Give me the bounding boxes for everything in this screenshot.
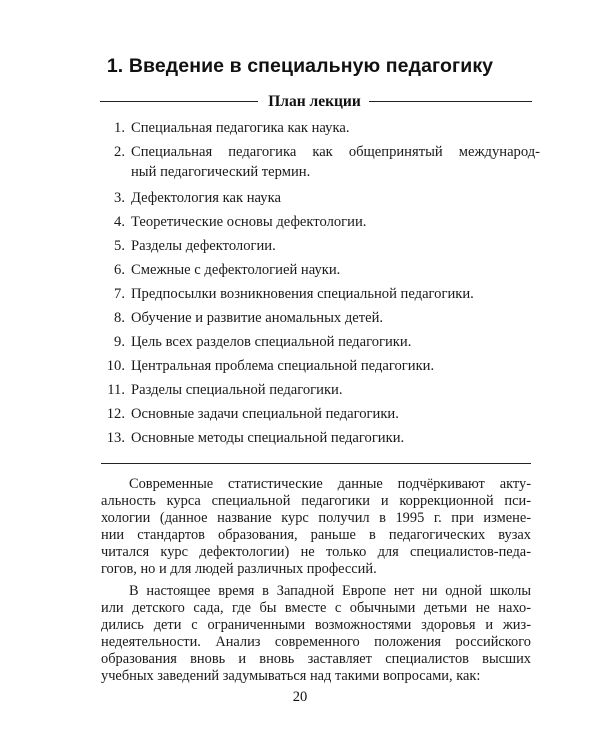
plan-item-number: 5. [114, 238, 125, 254]
header-rule-right [369, 101, 532, 102]
plan-item-line: Смежные с дефектологией науки. [131, 262, 341, 278]
body-line: читался курс дефектологии) не только для специалистов-педа- [101, 544, 531, 561]
plan-item-text [131, 212, 540, 232]
body-line: недеятельности. Анализ современного положения российского [101, 633, 531, 650]
plan-item-text [131, 428, 540, 448]
plan-item-text [131, 118, 540, 138]
plan-item [100, 428, 540, 448]
body-line: учебных заведений задумываться над такими вопросами, как: [101, 668, 481, 685]
plan-item-number: 7. [114, 286, 125, 302]
plan-item-number: 1. [114, 120, 125, 136]
plan-item [100, 380, 540, 400]
plan-item-text [131, 188, 540, 208]
plan-item-line: Разделы специальной педагогики. [131, 382, 343, 398]
plan-item-number: 9. [114, 334, 125, 350]
plan-header [100, 93, 532, 113]
plan-item [100, 260, 540, 280]
plan-item-line: Специальная педагогика как общепринятый международ- [131, 144, 540, 160]
plan-item [100, 356, 540, 376]
plan-item [100, 284, 540, 304]
plan-item-number: 8. [114, 310, 125, 326]
plan-item-line: Основные задачи специальной педагогики. [131, 406, 399, 422]
plan-item [100, 188, 540, 208]
plan-item [100, 212, 540, 232]
plan-item [100, 236, 540, 256]
lecture-plan-list [100, 118, 540, 452]
plan-item-line: Цель всех разделов специальной педагогики. [131, 334, 412, 350]
body-line: В настоящее время в Западной Европе нет ни одной школы [129, 582, 531, 599]
plan-item [100, 142, 540, 182]
body-text [101, 476, 531, 689]
plan-item-text [131, 356, 540, 376]
body-line: образования вновь и вновь заставляет специалистов высших [101, 650, 531, 667]
chapter-title: 1. Введение в специальную педагогику [106, 55, 494, 77]
header-rule-left [100, 101, 258, 102]
plan-item-text [131, 284, 540, 304]
plan-item [100, 308, 540, 328]
body-line: альность курса специальной педагогики и коррекционной пси- [101, 493, 531, 510]
plan-item [100, 404, 540, 424]
plan-item-line: Обучение и развитие аномальных детей. [131, 310, 384, 326]
plan-item-number: 6. [114, 262, 125, 278]
plan-item-number: 13. [106, 430, 125, 446]
plan-item-number: 4. [114, 214, 125, 230]
plan-item [100, 332, 540, 352]
body-line: хологии (данное название курс получил в 1995 г. при измене- [101, 510, 531, 527]
plan-item-text [131, 308, 540, 328]
body-line: Современные статистические данные подчёркивают акту- [129, 476, 531, 492]
plan-item [100, 118, 540, 138]
plan-item-line: Дефектология как наука [131, 190, 281, 206]
plan-item-text [131, 332, 540, 352]
plan-item-text [131, 142, 540, 182]
plan-item-line: Центральная проблема специальной педагогики. [131, 358, 435, 374]
plan-heading: План лекции [268, 93, 361, 110]
plan-item-line: ный педагогический термин. [131, 164, 311, 180]
plan-item-line: Теоретические основы дефектологии. [131, 214, 367, 230]
plan-item-line: Специальная педагогика как наука. [131, 120, 350, 136]
body-paragraph [101, 476, 531, 579]
plan-item-line: Основные методы специальной педагогики. [131, 430, 405, 446]
plan-item-number: 10. [106, 358, 125, 374]
plan-item-number: 2. [114, 144, 125, 160]
plan-item-text [131, 236, 540, 256]
plan-item-text [131, 404, 540, 424]
body-paragraph [101, 583, 531, 686]
plan-item-number: 11. [107, 382, 125, 398]
body-line: гогов, но и для людей различных профессий. [101, 561, 377, 578]
plan-item-text [131, 260, 540, 280]
body-line: дились дети с ограниченными возможностями здоровья и жиз- [101, 616, 531, 633]
plan-item-number: 12. [106, 406, 125, 422]
plan-item-line: Предпосылки возникновения специальной педагогики. [131, 286, 474, 302]
page-number: 20 [292, 689, 308, 705]
body-line: нии стандартов образования, раньше в педагогических вузах [101, 527, 531, 544]
plan-item-line: Разделы дефектологии. [131, 238, 276, 254]
plan-item-number: 3. [114, 190, 125, 206]
plan-bottom-rule [101, 463, 531, 464]
body-line: или детского сада, где бы вместе с обычными детьми не нахо- [101, 599, 531, 616]
plan-item-text [131, 380, 540, 400]
